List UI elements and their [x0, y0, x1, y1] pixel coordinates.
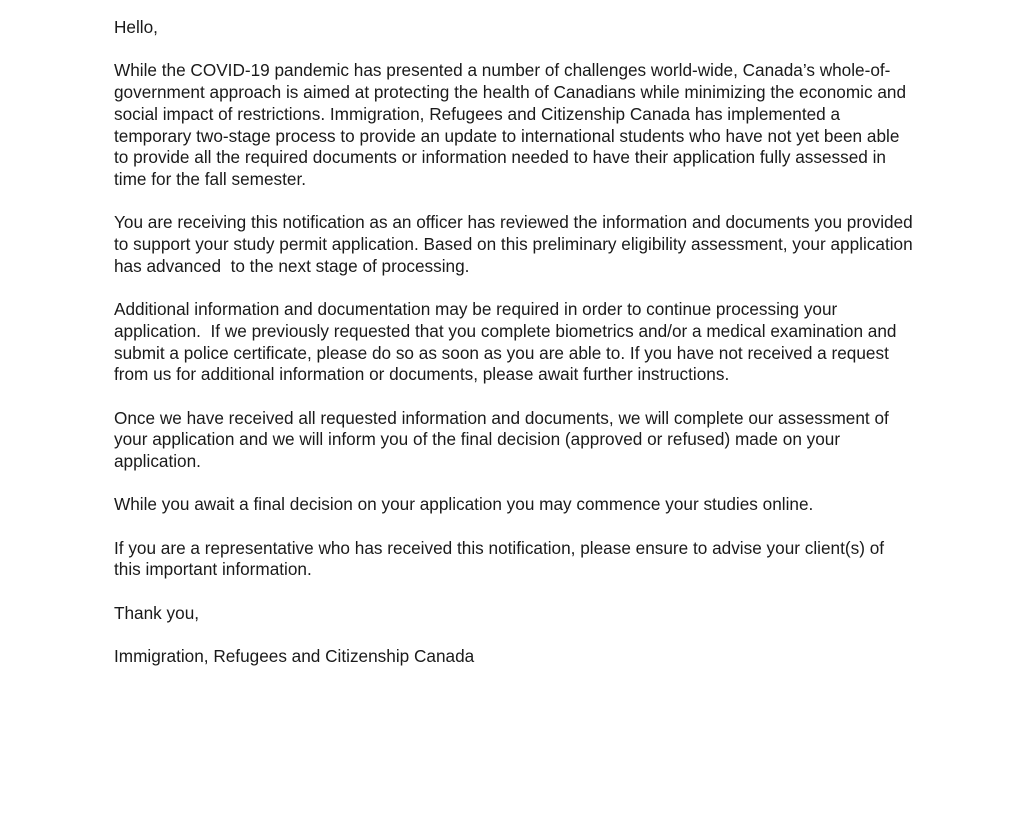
closing: Thank you, [114, 602, 200, 623]
signature: Immigration, Refugees and Citizenship Canada [114, 646, 475, 667]
paragraph-final-decision: Once we have received all requested information and documents, we will complete our assessment of your application and we will inform you of the final decision (approved or refused) made on your application. [114, 407, 894, 471]
greeting: Hello, [114, 17, 158, 37]
paragraph-study-online: While you await a final decision on your application you may commence your studies online. [114, 494, 814, 515]
paragraph-representative: If you are a representative who has received this notification, please ensure to advise your client(s) of this important information. [114, 537, 889, 580]
paragraph-additional-information: Additional information and documentation may be required in order to continue processing your application. If we previously requested that you complete biometrics and/or a medical examination and submit a police certificate, please do so as soon as you are able to. If you have not received a request from us for additional information or documents, please await further instructions. [114, 299, 902, 385]
letter-body [114, 17, 918, 690]
paragraph-covid-context: While the COVID-19 pandemic has presented a number of challenges world-wide, Canada’s whole-of-government approach is aimed at protecting the health of Canadians while minimizing the economic and social impact of restrictions. Immigration, Refugees and Citizenship Canada has implemented a temporary two-stage process to provide an update to international students who have not yet been able to provide all the required documents or information needed to have their application fully assessed in time for the fall semester. [114, 60, 911, 189]
paragraph-notification-reason: You are receiving this notification as an officer has reviewed the information and documents you provided to support your study permit application. Based on this preliminary eligibility assessment, your application has advanced to the next stage of processing. [114, 212, 918, 276]
